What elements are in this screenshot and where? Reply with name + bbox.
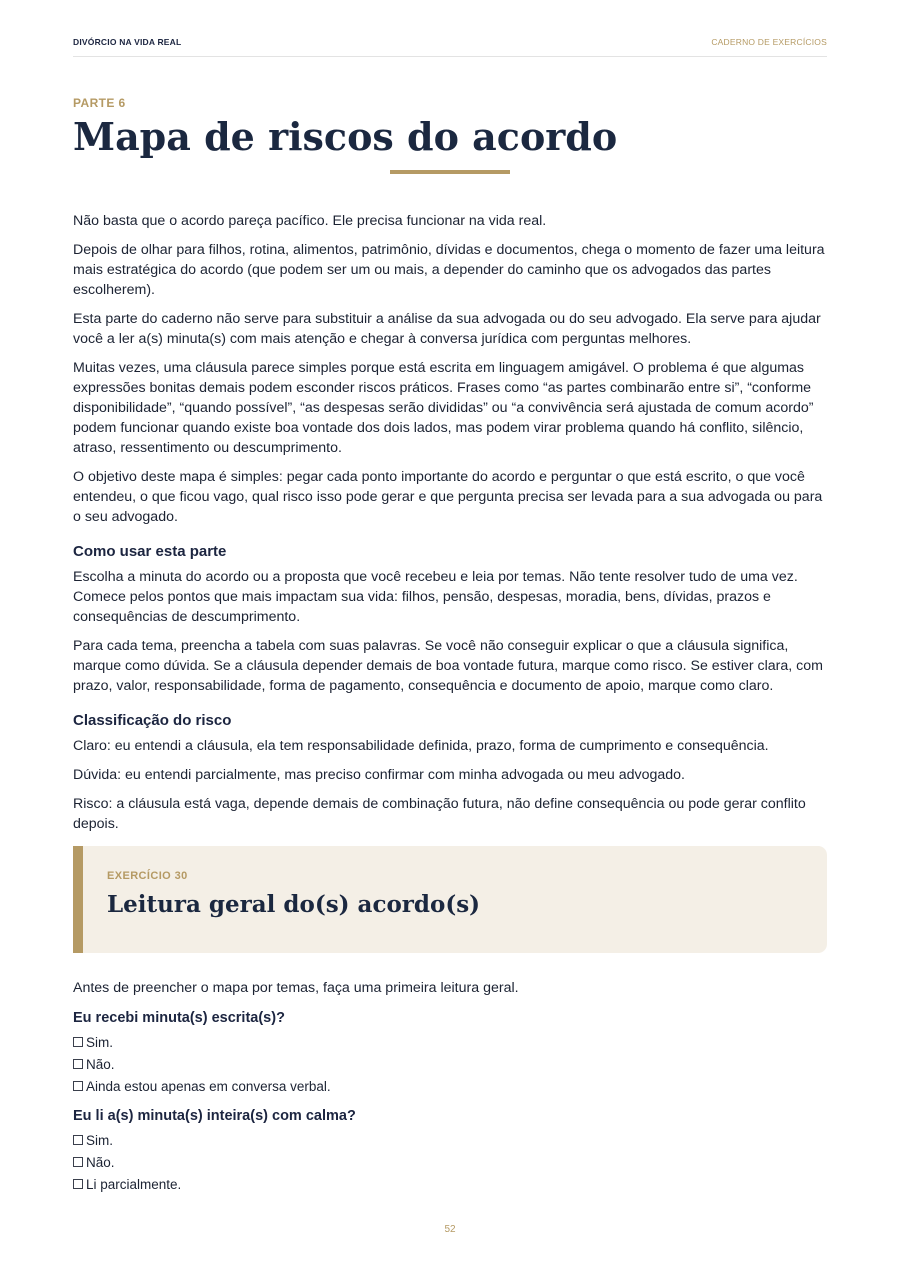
checkbox-icon[interactable]	[73, 1179, 83, 1189]
option-item[interactable]	[73, 1032, 827, 1054]
option-list	[73, 1032, 827, 1098]
intro-paragraph: O objetivo deste mapa é simples: pegar cada ponto importante do acordo e perguntar o que está escrito, o que você entendeu, o que ficou vago, qual risco isso pode gerar e que pergunta precisa ser levada para a sua advogada ou para o seu advogado.	[73, 469, 823, 525]
option-label: Sim.	[86, 1133, 113, 1148]
page-title: Mapa de riscos do acordo	[73, 114, 618, 159]
intro-paragraph: Esta parte do caderno não serve para substituir a análise da sua advogada ou do seu advogado. Ela serve para ajudar você a ler a(s) minuta(s) com mais atenção e chegar à conversa jurídica com perguntas melhores.	[73, 311, 821, 347]
option-item[interactable]	[73, 1076, 827, 1098]
option-label: Ainda estou apenas em conversa verbal.	[86, 1079, 331, 1094]
option-item[interactable]	[73, 1174, 827, 1196]
book-title: DIVÓRCIO NA VIDA REAL	[73, 37, 182, 47]
option-label: Não.	[86, 1155, 115, 1170]
checkbox-icon[interactable]	[73, 1135, 83, 1145]
checkbox-icon[interactable]	[73, 1059, 83, 1069]
option-item[interactable]	[73, 1152, 827, 1174]
title-underline	[390, 170, 510, 174]
exercise-title: Leitura geral do(s) acordo(s)	[107, 891, 481, 918]
option-item[interactable]	[73, 1054, 827, 1076]
option-item[interactable]	[73, 1130, 827, 1152]
exercise-form	[73, 978, 827, 1204]
exercise-label: EXERCÍCIO 30	[107, 870, 188, 882]
option-label: Sim.	[86, 1035, 113, 1050]
checkbox-icon[interactable]	[73, 1081, 83, 1091]
intro-paragraph: Muitas vezes, uma cláusula parece simples porque está escrita em linguagem amigável. O problema é que algumas expressões bonitas demais podem esconder riscos práticos. Frases como “as partes combinarão entre si”, “conforme disponibilidade”, “quando possível”, “as despesas serão divididas” ou “a convivência será ajustada de comum acordo” podem funcionar quando existe boa vontade dos dois lados, mas podem virar problema quando há conflito, silêncio, atraso, ressentimento ou descumprimento.	[73, 360, 814, 456]
classification-clear: Claro: eu entendi a cláusula, ela tem responsabilidade definida, prazo, forma de cumprimento e consequência.	[73, 738, 769, 754]
how-to-paragraph: Para cada tema, preencha a tabela com suas palavras. Se você não conseguir explicar o que a cláusula significa, marque como dúvida. Se a cláusula depender demais de boa vontade futura, marque como risco. Se estiver clara, com prazo, valor, responsabilidade, forma de pagamento, consequência e documento de apoio, marque como claro.	[73, 638, 823, 694]
option-label: Li parcialmente.	[86, 1177, 182, 1192]
question-heading: Eu recebi minuta(s) escrita(s)?	[73, 1010, 285, 1026]
workbook-label: CADERNO DE EXERCÍCIOS	[711, 37, 827, 47]
exercise-accent-bar	[73, 846, 83, 953]
classification-risk: Risco: a cláusula está vaga, depende demais de combinação futura, não define consequência ou pode gerar conflito depois.	[73, 796, 806, 832]
running-header	[73, 37, 827, 57]
how-to-paragraph: Escolha a minuta do acordo ou a proposta que você recebeu e leia por temas. Não tente resolver tudo de uma vez. Comece pelos pontos que mais impactam sua vida: filhos, pensão, despesas, moradia, bens, dívidas, prazos e consequências de descumprimento.	[73, 569, 798, 625]
classification-heading: Classificação do risco	[73, 712, 232, 729]
checkbox-icon[interactable]	[73, 1157, 83, 1167]
page-number: 52	[444, 1224, 456, 1235]
how-to-heading: Como usar esta parte	[73, 543, 227, 560]
intro-paragraph: Depois de olhar para filhos, rotina, alimentos, patrimônio, dívidas e documentos, chega o momento de fazer uma leitura mais estratégica do acordo (que podem ser um ou mais, a depender do caminho que os advogados das partes escolherem).	[73, 242, 825, 298]
question-heading: Eu li a(s) minuta(s) inteira(s) com calma?	[73, 1108, 356, 1124]
checkbox-icon[interactable]	[73, 1037, 83, 1047]
part-label: PARTE 6	[73, 96, 126, 110]
form-intro: Antes de preencher o mapa por temas, faça uma primeira leitura geral.	[73, 980, 519, 996]
option-list	[73, 1130, 827, 1196]
body-text	[73, 211, 827, 843]
classification-doubt: Dúvida: eu entendi parcialmente, mas preciso confirmar com minha advogada ou meu advogado.	[73, 767, 685, 783]
option-label: Não.	[86, 1057, 115, 1072]
exercise-callout	[73, 846, 827, 953]
intro-paragraph: Não basta que o acordo pareça pacífico. Ele precisa funcionar na vida real.	[73, 213, 547, 229]
